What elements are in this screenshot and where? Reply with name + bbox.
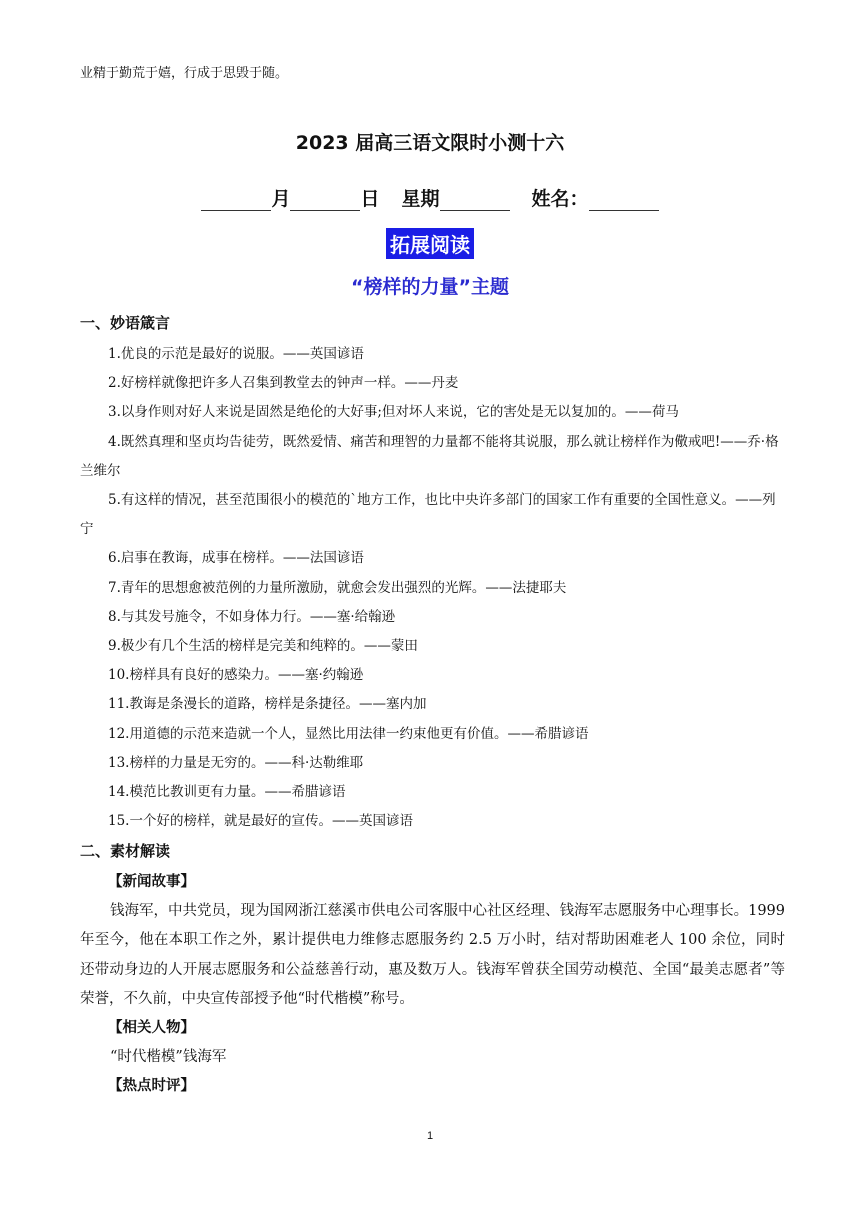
document-title: 2023 届高三语文限时小测十六 — [295, 132, 565, 154]
section2-heading: 二、素材解读 — [80, 842, 171, 860]
quote-item: 6.启事在教诲，成事在榜样。——法国谚语 — [108, 550, 364, 567]
weekday-label: 星期 — [401, 188, 440, 210]
related-person-text: “时代楷模”钱海军 — [110, 1049, 227, 1066]
page-number: 1 — [426, 1130, 434, 1142]
name-label: 姓名： — [531, 188, 589, 210]
quote-item: 5.有这样的情况，甚至范围很小的模范的`地方工作，也比中央许多部门的国家工作有重要的全国性意义。——列宁 — [80, 492, 776, 538]
quote-item: 7.青年的思想愈被范例的力量所激励，就愈会发出强烈的光辉。——法捷耶夫 — [108, 579, 567, 596]
topic-title: “榜样的力量”主题 — [351, 276, 509, 298]
quote-item: 4.既然真理和坚贞均告徒劳，既然爱情、痛苦和理智的力量都不能将其说服，那么就让榜样作为儆戒吧!——乔·格兰维尔 — [80, 433, 779, 479]
news-story-text: 钱海军，中共党员，现为国网浙江慈溪市供电公司客服中心社区经理、钱海军志愿服务中心理事长。1999 年至今，他在本职工作之外，累计提供电力维修志愿服务约 2.5 万小时，结对帮助困难老人 100 余位，同时还带动身边的人开展志愿服务和公益慈善行动，惠及数万人。钱海军曾获全国劳动模范、全国“最美志愿者”等荣誉，不久前，中央宣传部授予他“时代楷模”称号。 — [80, 903, 785, 1007]
quote-item: 2.好榜样就像把许多人召集到教堂去的钟声一样。——丹麦 — [108, 375, 459, 392]
quote-item: 11.教诲是条漫长的道路，榜样是条捷径。——塞内加 — [108, 696, 427, 713]
banner-wrap — [0, 228, 860, 259]
material-section — [80, 868, 785, 1102]
info-line — [0, 184, 860, 211]
month-label: 月 — [271, 188, 291, 210]
name-blank — [589, 192, 659, 211]
day-label: 日 — [360, 188, 380, 210]
quote-item: 3.以身作则对好人来说是固然是绝伦的大好事;但对坏人来说，它的害处是无以复加的。——荷马 — [108, 404, 679, 421]
quote-item: 1.优良的示范是最好的说服。——英国谚语 — [108, 346, 364, 362]
month-blank — [201, 192, 271, 211]
section1-heading: 一、妙语箴言 — [80, 314, 171, 332]
related-person-heading: 【相关人物】 — [108, 1020, 195, 1037]
hot-comment-heading: 【热点时评】 — [108, 1078, 195, 1095]
quote-item: 9.极少有几个生活的榜样是完美和纯粹的。——蒙田 — [108, 638, 418, 655]
quote-item: 13.榜样的力量是无穷的。——科·达勒维耶 — [108, 754, 364, 771]
news-story-heading: 【新闻故事】 — [108, 874, 195, 890]
day-blank — [290, 192, 360, 211]
header-motto: 业精于勤荒于嬉，行成于思毁于随。 — [80, 66, 289, 81]
quote-item: 15.一个好的榜样，就是最好的宣传。——英国谚语 — [108, 813, 413, 830]
quote-item: 10.榜样具有良好的感染力。——塞·约翰逊 — [108, 667, 364, 684]
weekday-blank — [440, 192, 510, 211]
quote-item: 14.模范比教训更有力量。——希腊谚语 — [108, 784, 346, 801]
quote-item: 8.与其发号施令，不如身体力行。——塞·给翰逊 — [108, 608, 396, 625]
section-banner: 拓展阅读 — [386, 228, 474, 259]
quote-list — [80, 340, 780, 836]
quote-item: 12.用道德的示范来造就一个人，显然比用法律一约束他更有价值。——希腊谚语 — [108, 725, 589, 742]
